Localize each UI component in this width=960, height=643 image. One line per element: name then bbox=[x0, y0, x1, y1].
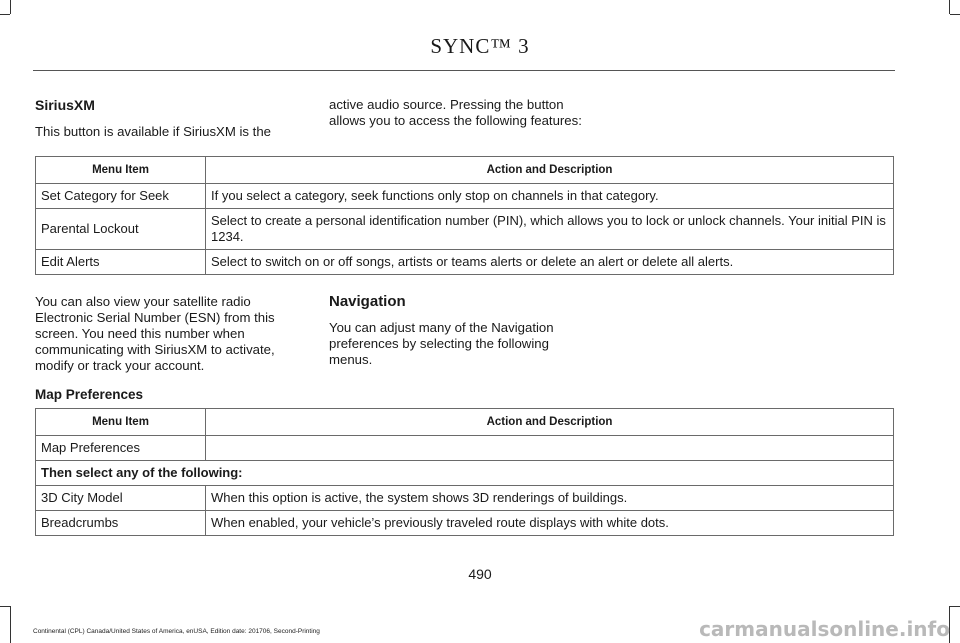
siriusxm-intro-right: active audio source. Pressing the button allows you to access the following features: bbox=[329, 97, 582, 128]
menu-item-cell: Edit Alerts bbox=[36, 250, 206, 275]
span-row-cell: Then select any of the following: bbox=[36, 461, 894, 486]
menu-item-cell: Parental Lockout bbox=[36, 209, 206, 250]
table-row bbox=[36, 436, 894, 461]
table-row bbox=[36, 511, 894, 536]
watermark: carmanualsonline.info bbox=[699, 617, 950, 641]
page-header: SYNC™ 3 bbox=[430, 34, 530, 58]
table-row bbox=[36, 250, 894, 275]
crop-mark-top-left-h bbox=[0, 14, 10, 15]
description-cell: When enabled, your vehicle’s previously traveled route displays with white dots. bbox=[206, 511, 894, 536]
table-row bbox=[36, 486, 894, 511]
siriusxm-table bbox=[35, 156, 894, 275]
column-header: Action and Description bbox=[206, 409, 894, 436]
menu-item-cell: Set Category for Seek bbox=[36, 184, 206, 209]
siriusxm-title: SiriusXM bbox=[35, 97, 95, 113]
crop-mark-top-right-h bbox=[950, 14, 960, 15]
menu-item-cell: Map Preferences bbox=[36, 436, 206, 461]
table-row bbox=[36, 209, 894, 250]
crop-mark-bottom-left-v bbox=[10, 606, 11, 643]
column-header: Menu Item bbox=[36, 409, 206, 436]
menu-item-cell: Breadcrumbs bbox=[36, 511, 206, 536]
table-row bbox=[36, 461, 894, 486]
crop-mark-top-right-v bbox=[949, 0, 950, 14]
description-cell bbox=[206, 436, 894, 461]
navigation-text: You can adjust many of the Navigation preferences by selecting the following menus. bbox=[329, 320, 554, 367]
table-header-row bbox=[36, 157, 894, 184]
map-preferences-table bbox=[35, 408, 894, 536]
description-cell: Select to switch on or off songs, artists or teams alerts or delete an alert or delete all alerts. bbox=[206, 250, 894, 275]
description-cell: Select to create a personal identification number (PIN), which allows you to lock or unlock channels. Your initial PIN is 1234. bbox=[206, 209, 894, 250]
description-cell: When this option is active, the system shows 3D renderings of buildings. bbox=[206, 486, 894, 511]
crop-mark-top-left-v bbox=[10, 0, 11, 14]
table-row bbox=[36, 184, 894, 209]
table-header-row bbox=[36, 409, 894, 436]
navigation-title: Navigation bbox=[329, 293, 406, 310]
esn-paragraph: You can also view your satellite radio Electronic Serial Number (ESN) from this screen. You need this number when communicating with SiriusXM to activate, modify or track your account. bbox=[35, 294, 275, 373]
crop-mark-bottom-left-h bbox=[0, 606, 10, 607]
header-rule bbox=[33, 70, 895, 71]
map-preferences-title: Map Preferences bbox=[35, 387, 144, 402]
menu-item-cell: 3D City Model bbox=[36, 486, 206, 511]
crop-mark-bottom-right-h bbox=[950, 606, 960, 607]
column-header: Menu Item bbox=[36, 157, 206, 184]
page-number: 490 bbox=[468, 566, 492, 582]
footer-edition-text: Continental (CPL) Canada/United States of America, enUSA, Edition date: 201706, Second-Printing bbox=[33, 628, 320, 635]
column-header: Action and Description bbox=[206, 157, 894, 184]
siriusxm-intro-left: This button is available if SiriusXM is the bbox=[35, 124, 272, 139]
description-cell: If you select a category, seek functions only stop on channels in that category. bbox=[206, 184, 894, 209]
